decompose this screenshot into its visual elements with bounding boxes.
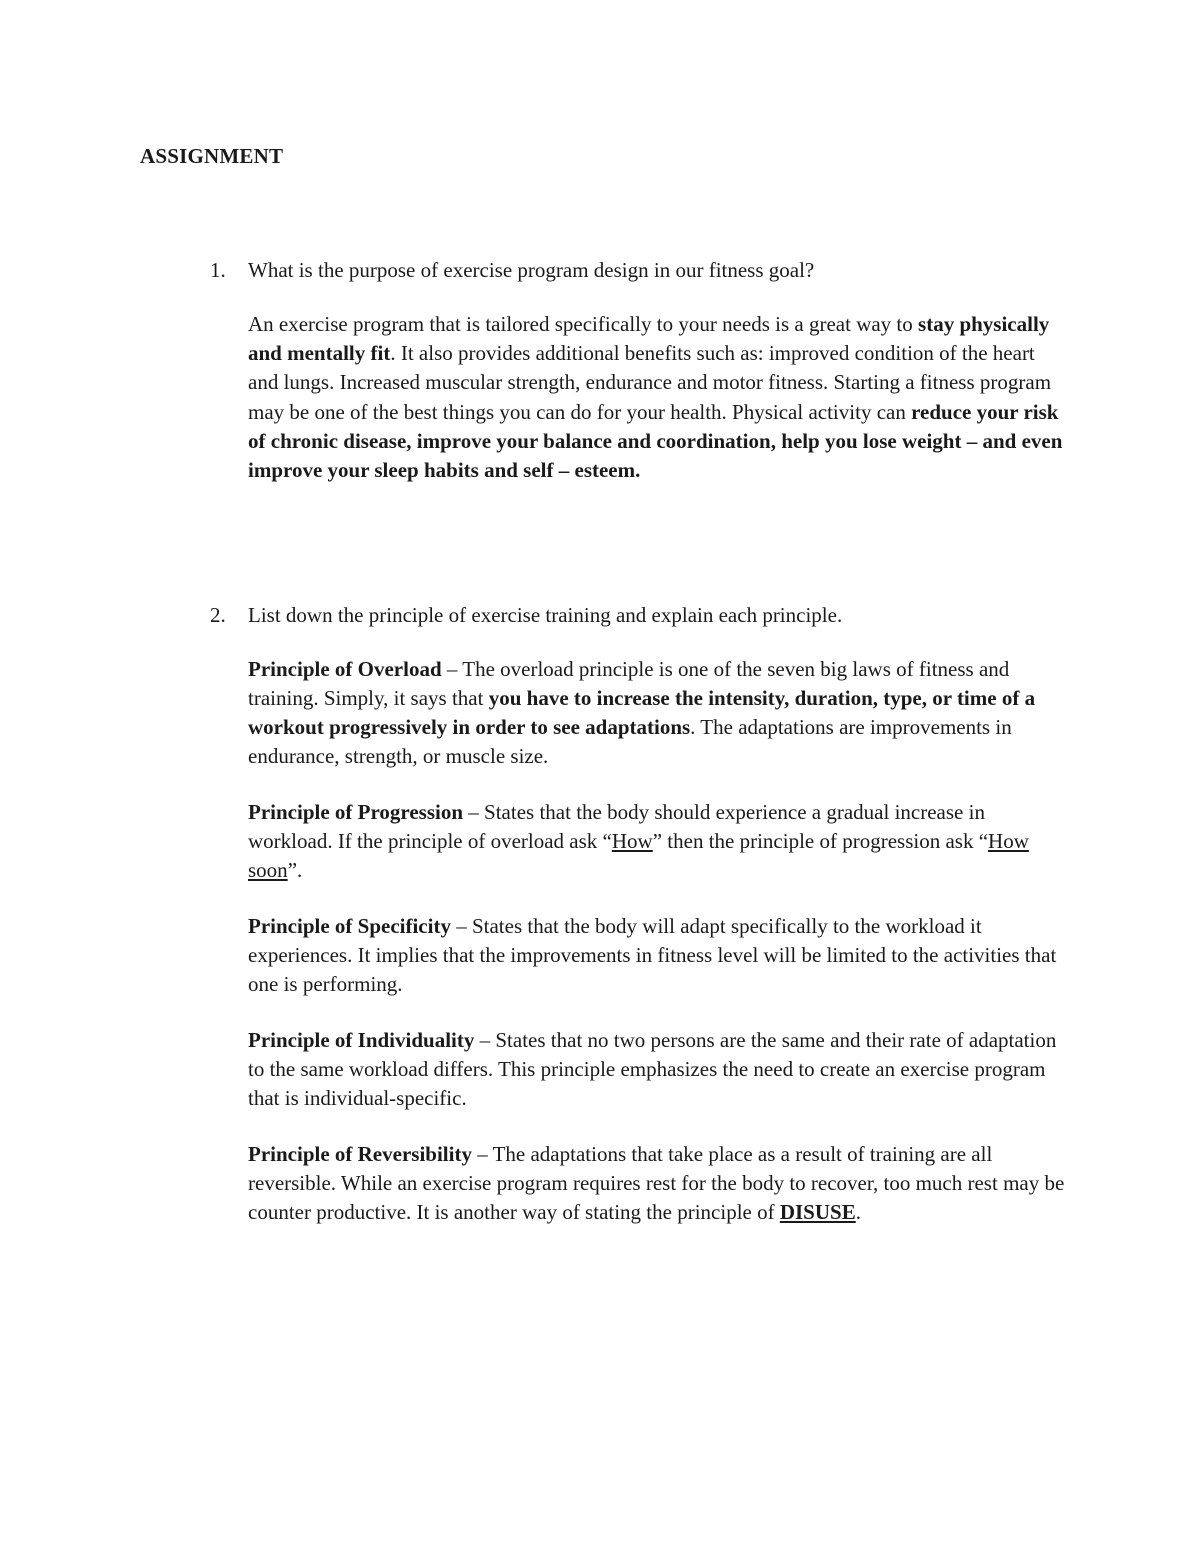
question-1 bbox=[210, 256, 1080, 485]
principle-overload-text-2: . The adaptations are improvements in endurance, strength, or muscle size. bbox=[248, 715, 1012, 768]
principle-progression-text-2: ” then the principle of progression ask “ bbox=[652, 829, 989, 853]
principle-specificity-name: Principle of Specificity bbox=[248, 914, 451, 938]
answer-1-text-2: . It also provides additional benefits such as: improved condition of the heart and lungs. Increased muscular strength, endurance and motor fitness. Starting a fitness program may be one of the best things you can do for your health. Physical activity can bbox=[248, 341, 1052, 424]
principle-individuality bbox=[248, 1026, 1068, 1113]
question-2-line bbox=[210, 601, 1080, 630]
answer-1-text-1: An exercise program that is tailored specifically to your needs is a great way to bbox=[248, 312, 919, 336]
principle-reversibility-text-1: – The adaptations that take place as a result of training are all reversible. While an exercise program requires rest for the body to recover, too much rest may be counter productive. It is another way of stating the principle of bbox=[248, 1142, 1065, 1224]
question-2-number: 2. bbox=[210, 603, 226, 627]
question-1-line bbox=[210, 256, 1080, 285]
question-1-text: What is the purpose of exercise program design in our fitness goal? bbox=[248, 258, 815, 282]
document-title: ASSIGNMENT bbox=[140, 144, 284, 168]
principle-overload-text-1: – The overload principle is one of the seven big laws of fitness and training. Simply, it says that bbox=[248, 657, 1010, 710]
principle-progression-text-1: – States that the body should experience a gradual increase in workload. If the principle of overload ask “ bbox=[248, 800, 985, 853]
answer-1 bbox=[248, 310, 1068, 485]
principle-progression-name: Principle of Progression bbox=[248, 800, 464, 824]
principle-reversibility-disuse: DISUSE bbox=[779, 1200, 856, 1224]
principle-progression-text-3: ”. bbox=[287, 858, 303, 882]
answer-1-bold-1: stay physically and mentally fit bbox=[248, 312, 1050, 366]
principle-specificity bbox=[248, 912, 1068, 999]
principle-overload bbox=[248, 655, 1068, 771]
principle-overload-bold: you have to increase the intensity, duration, type, or time of a workout progressively in order to see adaptations bbox=[248, 686, 1036, 739]
principle-progression bbox=[248, 798, 1068, 885]
answer-1-bold-2: reduce your risk of chronic disease, improve your balance and coordination, help you lose weight – and even improve your sleep habits and self – esteem. bbox=[248, 399, 1063, 483]
question-2 bbox=[210, 601, 1080, 1254]
principle-overload-name: Principle of Overload bbox=[248, 657, 442, 681]
principle-reversibility-text-2: . bbox=[855, 1200, 861, 1224]
principle-progression-underline-how: How bbox=[611, 829, 653, 853]
principle-reversibility bbox=[248, 1140, 1068, 1227]
principle-reversibility-name: Principle of Reversibility bbox=[248, 1142, 472, 1166]
principle-specificity-text: – States that the body will adapt specifically to the workload it experiences. It implies that the improvements in fitness level will be limited to the activities that one is performing. bbox=[248, 914, 1057, 996]
principle-individuality-name: Principle of Individuality bbox=[248, 1028, 475, 1052]
principle-progression-underline-how-soon: How soon bbox=[248, 829, 1029, 882]
question-1-number: 1. bbox=[210, 258, 226, 282]
principle-individuality-text: – States that no two persons are the same and their rate of adaptation to the same workload differs. This principle emphasizes the need to create an exercise program that is individual-specific. bbox=[248, 1028, 1057, 1110]
question-2-text: List down the principle of exercise training and explain each principle. bbox=[248, 603, 843, 627]
